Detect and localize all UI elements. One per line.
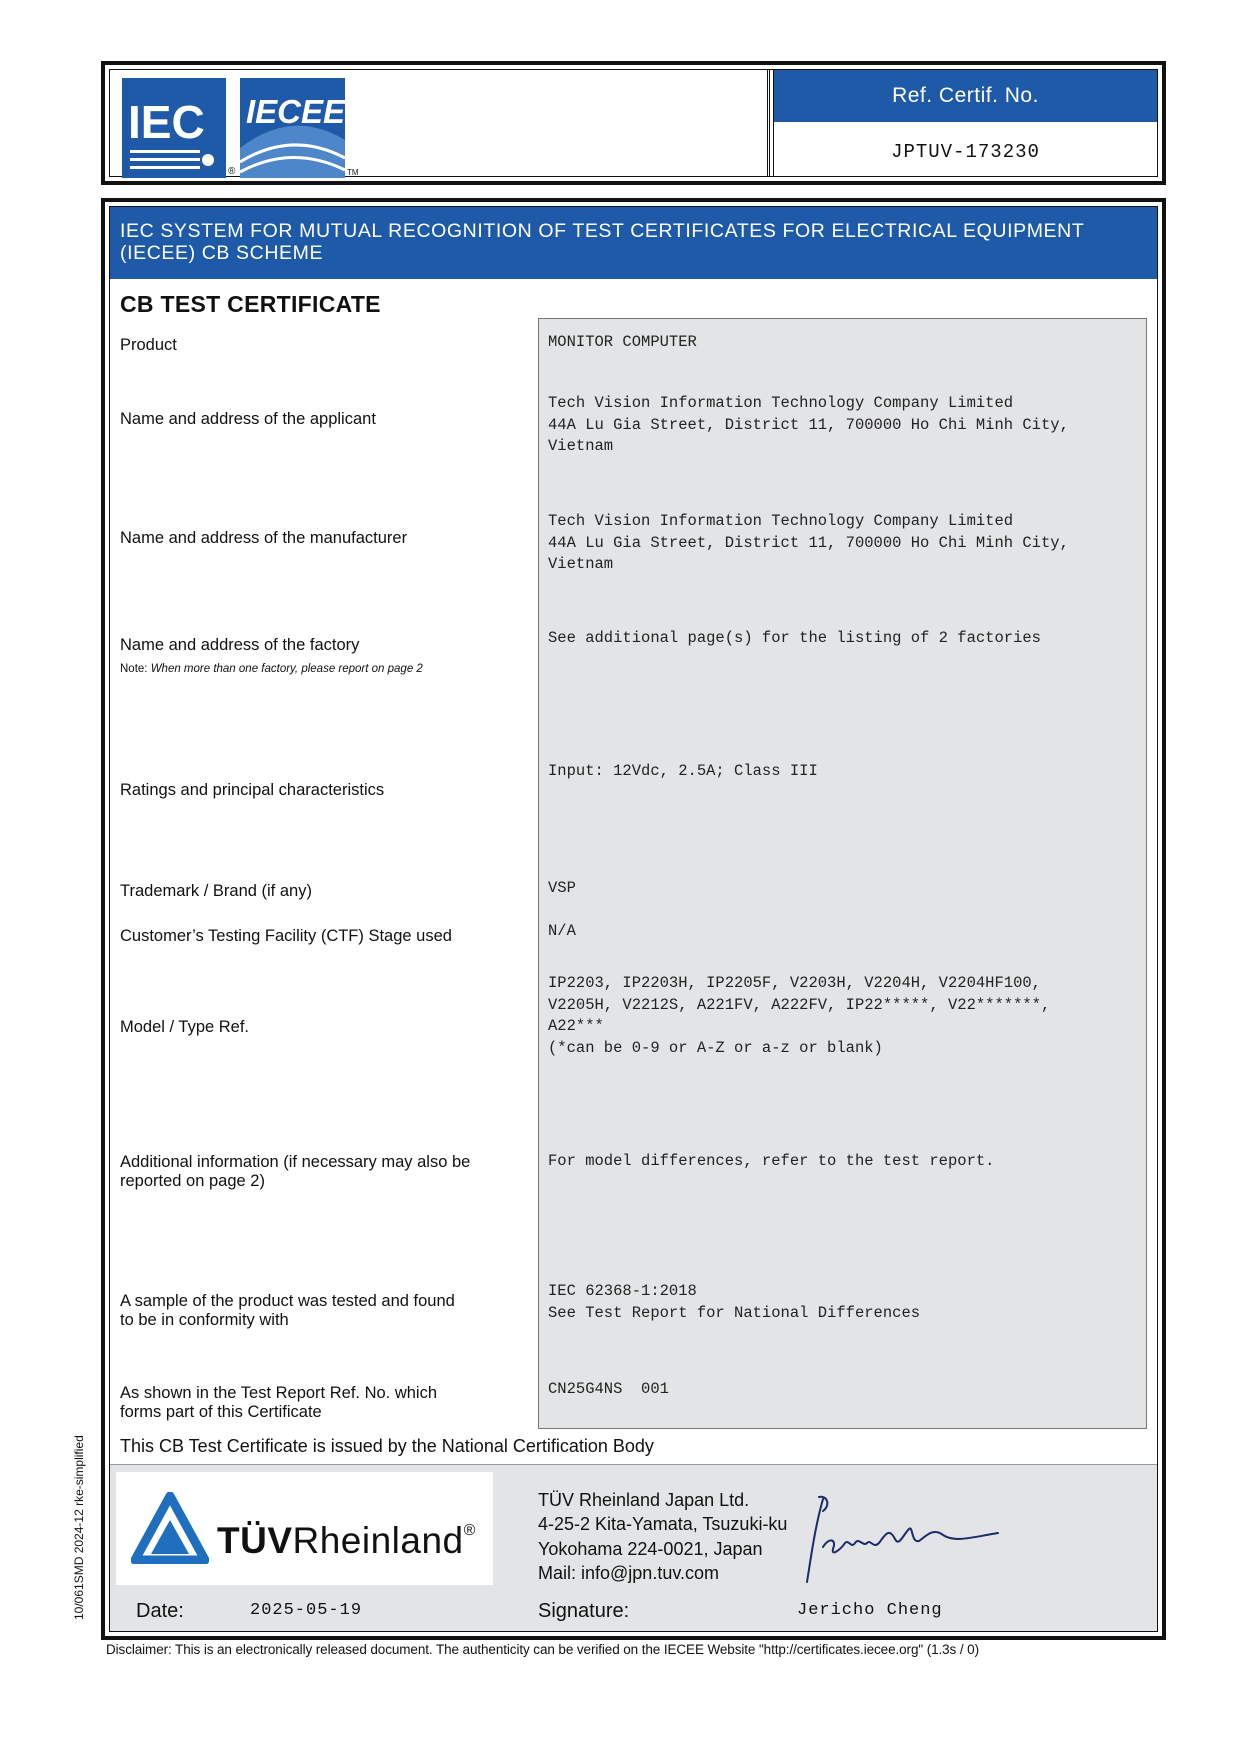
- label-product: Product: [120, 336, 177, 354]
- values-panel: [538, 318, 1147, 1429]
- value-additional: For model differences, refer to the test report.: [548, 1152, 995, 1170]
- value-factory: See additional page(s) for the listing of 2 factories: [548, 629, 1041, 647]
- value-manufacturer: Tech Vision Information Technology Company Limited 44A Lu Gia Street, District 11, 700000 Ho Chi Minh City, Vietnam: [548, 512, 1069, 573]
- value-conformity: IEC 62368-1:2018 See Test Report for National Differences: [548, 1282, 921, 1322]
- label-ratings: Ratings and principal characteristics: [120, 781, 385, 799]
- value-product: MONITOR COMPUTER: [548, 333, 697, 351]
- logo-area: [110, 70, 770, 176]
- tuv-triangle-icon: [131, 1492, 209, 1564]
- value-trademark: VSP: [548, 879, 576, 897]
- ref-certificate-area: [773, 70, 1157, 176]
- label-ctf: Customer’s Testing Facility (CTF) Stage used: [120, 927, 452, 945]
- certificate-header: [101, 61, 1166, 185]
- tuv-logo: [116, 1472, 493, 1585]
- date-label: Date:: [136, 1600, 184, 1622]
- value-ratings: Input: 12Vdc, 2.5A; Class III: [548, 762, 818, 780]
- label-model: Model / Type Ref.: [120, 1018, 250, 1036]
- value-applicant: Tech Vision Information Technology Company Limited 44A Lu Gia Street, District 11, 700000 Ho Chi Minh City, Vietnam: [548, 394, 1069, 455]
- iecee-logo: [240, 78, 345, 178]
- ref-label: Ref. Certif. No.: [774, 70, 1157, 122]
- tuv-wordmark: [217, 1520, 476, 1562]
- label-additional: Additional information (if necessary may also be reported on page 2): [120, 1153, 471, 1190]
- certificate-inner: [109, 206, 1158, 1632]
- tuv-registered-mark: ®: [463, 1522, 476, 1539]
- label-conformity: A sample of the product was tested and found to be in conformity with: [120, 1292, 455, 1329]
- label-trademark: Trademark / Brand (if any): [120, 882, 312, 900]
- value-model: IP2203, IP2203H, IP2205F, V2203H, V2204H, V2204HF100, V2205H, V2212S, A221FV, A222FV, IP22*****, V22*******, A22*** (*can be 0-9 or A-Z or a-z or blank): [548, 974, 1051, 1057]
- factory-note-text: When more than one factory, please report on page 2: [150, 663, 423, 675]
- iec-logo: [122, 78, 226, 178]
- banner-line-2: (IECEE) CB SCHEME: [120, 242, 324, 264]
- ncb-email: Mail: info@jpn.tuv.com: [538, 1563, 720, 1583]
- registered-mark: ®: [228, 166, 236, 177]
- ncb-address-line: Yokohama 224-0021, Japan: [538, 1539, 763, 1559]
- tuv-wordmark-rest: Rheinland: [292, 1520, 464, 1561]
- banner-line-1: IEC SYSTEM FOR MUTUAL RECOGNITION OF TEST CERTIFICATES FOR ELECTRICAL EQUIPMENT: [120, 220, 1085, 242]
- ref-number: JPTUV-173230: [891, 141, 1040, 163]
- scheme-banner: [110, 207, 1157, 279]
- iec-logo-text: IEC: [128, 96, 205, 148]
- issued-by-statement: This CB Test Certificate is issued by the National Certification Body: [120, 1436, 654, 1456]
- label-factory: Name and address of the factory: [120, 636, 360, 654]
- trademark-mark: TM: [347, 168, 359, 177]
- disclaimer: Disclaimer: This is an electronically released document. The authenticity can be verified on the IECEE Website "http://certificates.iecee.org" (1.3s / 0): [106, 1642, 979, 1657]
- certificate-body: [101, 198, 1166, 1640]
- value-report-ref: CN25G4NS 001: [548, 1380, 669, 1398]
- iecee-logo-text: IECEE: [246, 93, 345, 130]
- value-ctf: N/A: [548, 922, 576, 940]
- label-applicant: Name and address of the applicant: [120, 410, 376, 428]
- label-manufacturer: Name and address of the manufacturer: [120, 529, 408, 547]
- factory-note-prefix: Note:: [120, 663, 151, 675]
- ncb-address-line: TÜV Rheinland Japan Ltd.: [538, 1490, 750, 1510]
- form-code: 10/061SMD 2024-12 rke-simplified: [72, 1435, 86, 1620]
- date-value: 2025-05-19: [250, 1601, 363, 1620]
- tuv-wordmark-bold: TÜV: [217, 1520, 293, 1561]
- signature-label: Signature:: [538, 1600, 630, 1622]
- handwritten-signature: [793, 1487, 1003, 1587]
- factory-note: [120, 660, 423, 679]
- header-inner: [109, 69, 1158, 177]
- ncb-footer: [110, 1464, 1157, 1631]
- certificate-title: CB TEST CERTIFICATE: [120, 291, 381, 317]
- signatory-name: Jericho Cheng: [797, 1601, 943, 1620]
- label-report-ref: As shown in the Test Report Ref. No. which forms part of this Certificate: [120, 1384, 438, 1421]
- ncb-address-line: 4-25-2 Kita-Yamata, Tsuzuki-ku: [538, 1514, 788, 1534]
